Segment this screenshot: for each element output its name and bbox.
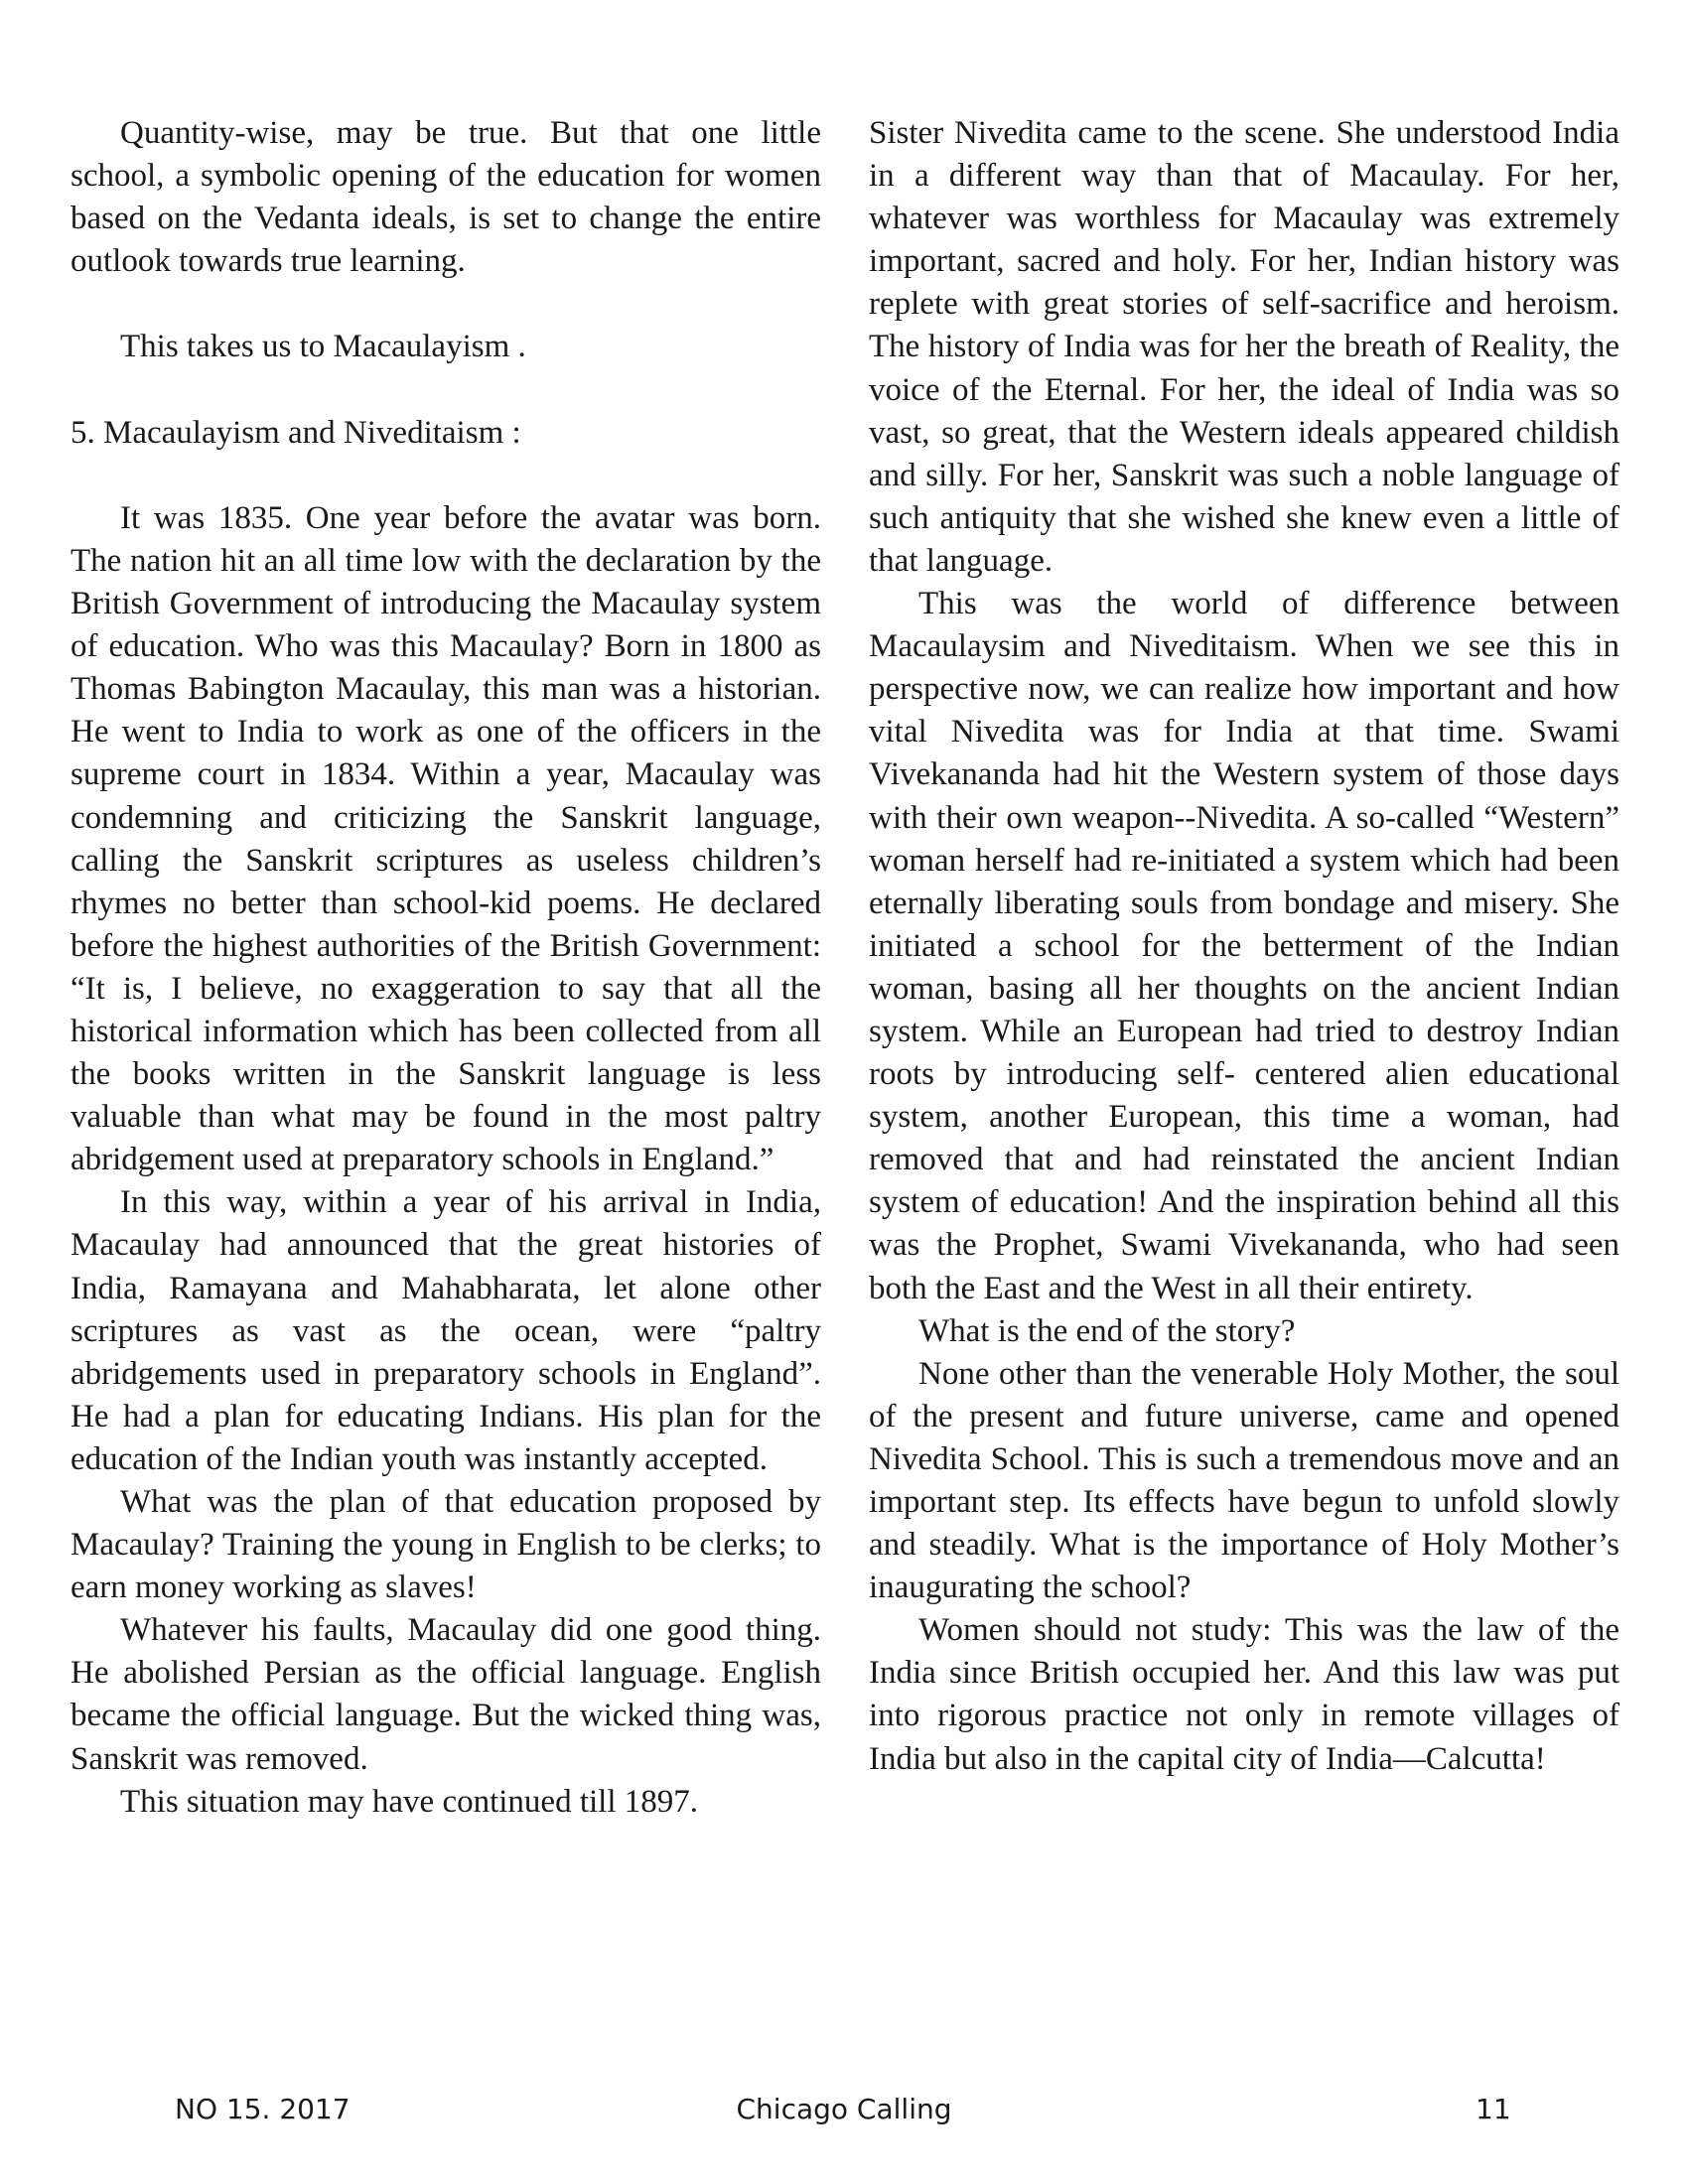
- paragraph: What is the end of the story?: [918, 1312, 1296, 1349]
- paragraph: Whatever his faults, Macaulay did one good thing. He abolished Persian as the official language. English became the official language. But the wicked thing was, Sanskrit was removed.: [70, 1612, 821, 1777]
- footer-publication-title: Chicago Calling: [736, 2093, 952, 2125]
- paragraph: Sister Nivedita came to the scene. She understood India in a different way than that of Macaulay. For her, whatever was worthless for Macaulay was extremely important, sacred and holy. For her, Indian history was replete with great stories of self-sacrifice and heroism. The history of India was for her the breath of Reality, the voice of the Eternal. For her, the ideal of India was so vast, so great, that the Western ideals appeared childish and silly. For her, Sanskrit was such a noble language of such antiquity that she wished she knew even a little of that language.: [869, 115, 1619, 579]
- paragraph: It was 1835. One year before the avatar was born. The nation hit an all time low with the declaration by the British Government of introducing the Macaulay system of education. Who was this Macaulay? Born in 1800 as Thomas Babington Macaulay, this man was a historian. He went to India to work as one of the officers in the supreme court in 1834. Within a year, Macaulay was condemning and criticizing the Sanskrit language, calling the Sanskrit scriptures as useless children’s rhymes no better than school-kid poems. He declared before the highest authorities of the British Government: “It is, I believe, no exaggeration to say that all the historical information which has been collected from all the books written in the Sanskrit language is less valuable than what may be found in the most paltry abridgement used at preparatory schools in England.”: [70, 499, 821, 1178]
- footer-issue: NO 15. 2017: [175, 2093, 351, 2125]
- paragraph: Women should not study: This was the law of the India since British occupied her. And this law was put into rigorous practice not only in remote villages of India but also in the capital city of India—Calcutta!: [869, 1612, 1619, 1777]
- paragraph: This was the world of difference between Macaulaysim and Niveditaism. When we see this in perspective now, we can realize how important and how vital Nivedita was for India at that time. Swami Vivekananda had hit the Western system of those days with their own weapon--Nivedita. A so-called “Western” woman herself had re-initiated a system which had been eternally liberating souls from bondage and misery. She initiated a school for the betterment of the Indian woman, basing all her thoughts on the ancient Indian system. While an European had tried to destroy Indian roots by introducing self- centered alien educational system, another European, this time a woman, had removed that and had reinstated the ancient Indian system of education! And the inspiration behind all this was the Prophet, Swami Vivekananda, who had seen both the East and the West in all their entirety.: [869, 586, 1619, 1306]
- paragraph: Quantity-wise, may be true. But that one little school, a symbolic opening of the education for women based on the Vedanta ideals, is set to change the entire outlook towards true learning.: [70, 115, 821, 280]
- paragraph: This situation may have continued till 1897.: [120, 1783, 698, 1820]
- right-column: [869, 112, 1619, 1781]
- section-heading: 5. Macaulayism and Niveditaism :: [70, 414, 521, 451]
- paragraph: What was the plan of that education proposed by Macaulay? Training the young in English to be clerks; to earn money working as slaves!: [70, 1484, 821, 1606]
- left-column: [70, 112, 821, 1824]
- footer-page-number: 11: [1476, 2093, 1511, 2125]
- paragraph: None other than the venerable Holy Mother, the soul of the present and future universe, came and opened Nivedita School. This is such a tremendous move and an important step. Its effects have begun to unfold slowly and steadily. What is the importance of Holy Mother’s inaugurating the school?: [869, 1355, 1619, 1606]
- paragraph: In this way, within a year of his arrival in India, Macaulay had announced that the great histories of India, Ramayana and Mahabharata, let alone other scriptures as vast as the ocean, were “paltry abridgements used in preparatory schools in England”. He had a plan for educating Indians. His plan for the education of the Indian youth was instantly accepted.: [70, 1184, 821, 1477]
- paragraph: This takes us to Macaulayism .: [120, 329, 526, 365]
